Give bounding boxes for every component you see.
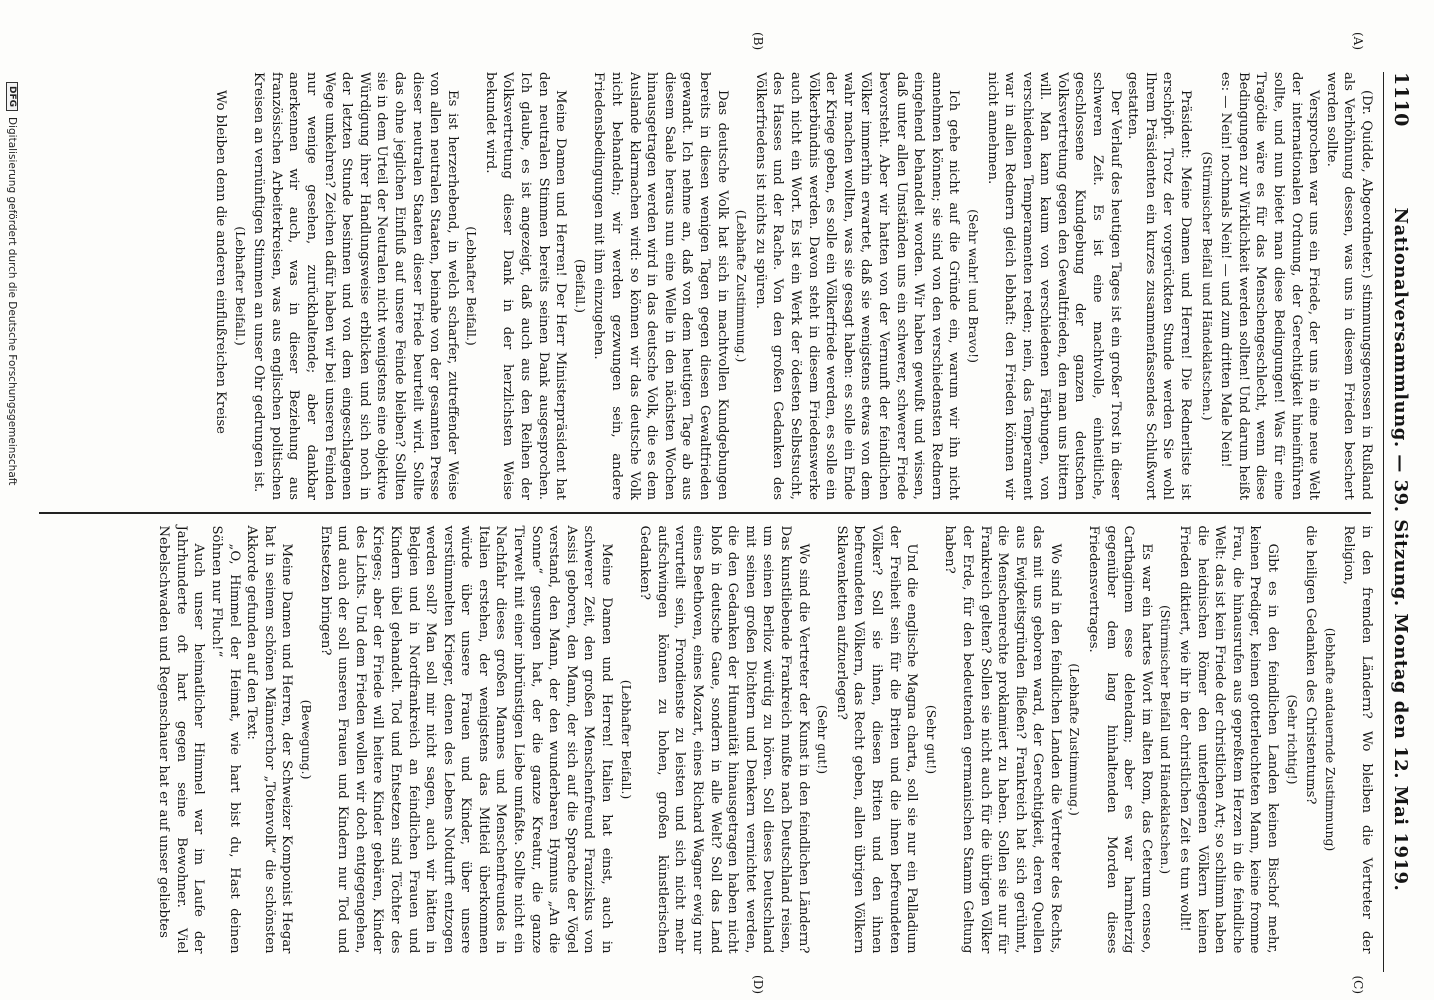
speaker-paragraph: Präsident: Meine Damen und Herren! Die Rednerliste ist erschöpft. Trotz der vorgerückten Stunde werden Sie wohl Ihrem Präsidenten ein kurzes zusammenfassendes Schlußwort gestatten.	[1125, 72, 1194, 500]
margin-letter-d: (D)	[751, 975, 765, 994]
credit-text: Digitalisierung gefördert durch die Deutsche Forschungsgemeinschaft	[6, 117, 18, 486]
page-title: Nationalversammlung. — 39. Sitzung. Montag den 12. Mai 1919.	[1390, 207, 1411, 892]
right-column	[35, 514, 1375, 954]
reaction-note: (lebhafte andauernde Zustimmung)	[1322, 627, 1338, 852]
body-paragraph: (Dr. Quidde, Abgeordneter.) stimmungsgenossen in Rußland als Verhöhnung dessen, was uns in diesem Frieden beschert werden sollte.	[1323, 72, 1374, 500]
reaction-note: (Beifall.)	[572, 259, 588, 313]
reaction-note: (Sehr wahr! und Bravo!)	[965, 209, 981, 363]
body-paragraph: Wo sind in den feindlichen Landen die Vertreter des Rechts, das mit uns geboren ward, der Gerechtigkeit, deren Quellen aus Ewigkeitsgründen fließen? Frankreich hat sich gerühmt, die Menschenrechte proklamiert zu haben. Sollen sie nur für Frankreich gelten? Sollen sie nicht auch für die übrigen Völker der Erde, für den bedeutenden germanischen Stamm Geltung haben?	[942, 525, 1063, 954]
reaction-note: (Sehr gut!)	[815, 704, 831, 775]
margin-letter-a: (A)	[1351, 32, 1365, 51]
reaction-note: (Bewegung.)	[298, 699, 314, 780]
body-paragraph: in den fremden Ländern? Wo bleiben die Vertreter der Religion,	[1341, 525, 1374, 954]
left-column	[35, 72, 1375, 512]
body-paragraph: Der Verlauf des heutigen Tages ist ein großer Trost in dieser schweren Zeit. Es ist eine machtvolle, einheitliche, geschlossene Kundgebung der ganzen deutschen Volksvertretung gegen den Gewaltfrieden, den man uns bittern will. Man kann kaum von verschiedenen Färbungen, von verschiedenen Temperamenten reden; nein, das Temperament war in allen Rednern gleich lebhaft: den Frieden können wir nicht annehmen.	[984, 72, 1123, 500]
body-paragraph: Auch unser heimatlicher Himmel war im Laufe der Jahrhunderte oft hart gegen seine Bewohner. Viel Nebelschwaden und Regenschauer hat er auf unser geliebtes	[156, 525, 207, 954]
reaction-note: (Lebhafte Zustimmung.)	[1067, 663, 1083, 816]
margin-letter-c: (C)	[1351, 975, 1365, 994]
body-paragraph: Das deutsche Volk hat sich in machtvollen Kundgebungen bereits in diesen wenigen Tagen gegen diesen Gewaltfrieden gewandt. Ich nehme an, daß von dem heutigen Tage ab aus diesem Saale heraus nun eine Welle in den nächsten Wochen hinausgetragen werden wird in das deutsche Volk, die es dem Auslande klarmachen wird: so können wir das deutsche Volk nicht behandeln; wir werden gezwungen sein, andere Friedensbedingungen mit ihm einzugehen.	[591, 72, 730, 500]
body-paragraph: Es ist herzerhebend, in welch scharfer, zutreffender Weise von allen neutralen Staaten, beinahe von der gesamten Presse dieser neutralen Staaten dieser Friede beurteilt wird. Sollte das ohne jeglichen Einfluß auf unsere Feinde bleiben? Sollten sie in dem Urteil der Neutralen nicht wenigstens eine objektive Würdigung ihrer Handlungsweise erblicken und sich noch in der letzten Stunde besinnen und von dem eingeschlagenen Wege umkehren? Zeichen dafür haben wir bei unseren Feinden nur wenige gesehen, zurückhaltende; aber dankbar anerkennen wir auch, was in dieser Beziehung aus französischen Arbeiterkreisen, was aus englischen politischen Kreisen an vernünftigen Stimmen an unser Ohr gedrungen ist.	[251, 72, 460, 500]
body-paragraph: Ich gehe nicht auf die Gründe ein, warum wir ihn nicht annehmen können; sie sind von den verschiedensten Rednern eingehend behandelt worden. Wir haben gewußt und wissen, daß unter allen Umständen uns ein schwerer, schwerer Friede bevorsteht. Aber wir hatten von der Vernunft der feindlichen Völker immerhin erwartet, daß sie wenigstens etwas von dem wahr machen wollten, was sie gesagt haben: es solle ein Ende der Kriege geben, es solle ein Völkerfriede werden, es solle ein Völkerbündnis werden. Davon steht in diesem Friedenswerke auch nicht ein Wort. Es ist ein Werk der ödesten Selbstsucht, des Hasses und der Rache. Von den großen Gedanken des Völkerfriedens ist nichts zu spüren.	[752, 72, 962, 500]
body-paragraph: Und die englische Magna charta, soll sie nur ein Palladium der Freiheit sein für die Briten und die ihnen befreundeten Völker? Soll sie ihnen, diesen Briten und den ihnen befreundeten Völkern, das Recht geben, allen übrigen Völkern Sklavenketten aufzuerlegen?	[833, 525, 920, 954]
text-columns	[35, 32, 1375, 994]
body-paragraph: Meine Damen und Herren! Italien hat einst, auch in schwerer Zeit, den großen Menschenfreund Franziskus von Assisi geboren, den Mann, der sich auf die Sprache der Vögel verstand, den Mann, der den wunderbaren Hymnus „An die Sonne“ gesungen hat, der die ganze Kreatur, die ganze Tierwelt mit einer inbrünstigen Liebe umfaßte. Sollte nicht ein Nachfahr dieses großen Mannes und Menschenfreundes in Italien erstehen, der wenigstens das Mitleid überkommen würde über unsere Frauen und Kinder, über unsere verstümmelten Krieger, denen des Lebens Notdurft entzogen werden soll? Man soll mir nicht sagen, auch wir hätten in Belgien und in Nordfrankreich an feindlichen Frauen und Kindern übel gehandelt. Tod und Entsetzen sind Töchter des Krieges; aber der Friede will heitere Kinder gebären, Kinder des Lichts. Und dem Frieden wollen wir doch entgegengehen, und auch der soll unseren Frauen und Kindern nur Tod und Entsetzen bringen?	[317, 525, 615, 954]
page-header	[1383, 72, 1412, 972]
body-paragraph: die heiligen Gedanken des Christentums?	[1303, 525, 1319, 805]
body-paragraph: Versprochen war uns ein Friede, der uns in eine neue Welt der internationalen Ordnung, der Gerechtigkeit hineinführen sollte, und nun bietet man diese Bedingungen! Was für eine Tragödie wäre es für das Menschengeschlecht, wenn diese Bedingungen zur Wirklichkeit werden sollten! Und darum heißt es: — Nein! nochmals Nein! — und zum dritten Male Nein!	[1218, 72, 1322, 500]
reaction-note: (Sehr gut!)	[923, 704, 939, 775]
reaction-note: (Stürmischer Beifall und Händeklatschen.)	[1158, 604, 1174, 875]
body-paragraph: Meine Damen und Herren, der Schweizer Komponist Hegar hat in seinem schönen Männerchor „Totenvolk“ die schönsten Akkorde gefunden auf den Text:	[244, 525, 295, 954]
page-number: 1110	[1390, 72, 1412, 127]
body-paragraph: „O, Himmel der Heimat, wie hart bist du, Hast deinen Söhnen nur Fluch!“	[209, 525, 242, 954]
reaction-note: (Sehr richtig!)	[1284, 694, 1300, 785]
reaction-note: (Lebhafter Beifall.)	[232, 226, 248, 346]
dfg-logo: DFG	[6, 82, 18, 111]
reaction-note: (Lebhafte Zustimmung.)	[734, 209, 750, 363]
body-paragraph: Gibt es in den feindlichen Landen keinen Bischof mehr, keinen Prediger, keinen gotterleuchteten Mann, keine fromme Frau, die hinausrufen aus gepreßtem Herzen in die feindliche Welt: das ist kein Friede der christlichen Art; so schlimm haben die heidnischen Römer den unterlegenen Völkern keinen Frieden diktiert, wie ihr in der christlichen Zeit es tun wollt!	[1177, 525, 1281, 954]
reaction-note: (Lebhafter Beifall.)	[618, 679, 634, 800]
body-paragraph: Wo sind die Vertreter der Kunst in den feindlichen Ländern? Das kunstliebende Frankreich mußte nach Deutschland reisen, um seinen Berlioz würdig zu hören. Soll dieses Deutschland mit seinen großen Dichtern und Denkern vernichtet werden, die den Gedanken der Humanität hinausgetragen haben nicht bloß in deutsche Gaue, sondern in alle Welt? Soll das Land eines Beethoven, eines Mozart, eines Richard Wagner ewig nur verurteilt sein, Frondienste zu leisten und sich nicht mehr aufschwingen können zu hohen, großen künstlerischen Gedanken?	[637, 525, 811, 954]
body-paragraph: Wo bleiben denn die anderen einflußreichen Kreise	[213, 90, 228, 434]
body-paragraph: Meine Damen und Herren! Der Herr Ministerpräsident hat den neutralen Stimmen bereits seinen Dank ausgesprochen. Ich glaube, es ist angezeigt, daß auch aus den Reihen der Volksvertretung dieser Dank in der herzlichsten Weise bekundet wird.	[482, 72, 569, 500]
reaction-note: (Stürmischer Beifall und Händeklatschen.)	[1199, 151, 1215, 421]
digitization-credit	[6, 82, 18, 485]
margin-letter-b: (B)	[751, 32, 765, 51]
body-paragraph: Es war ein hartes Wort im alten Rom, das Ceterum censeo, Carthaginem esse delendam; aber es war harmherzig gegenüber dem lang hinhaltenden Morden dieses Friedensvertrages.	[1086, 525, 1154, 954]
reaction-note: (Lebhafter Beifall.)	[464, 226, 480, 346]
